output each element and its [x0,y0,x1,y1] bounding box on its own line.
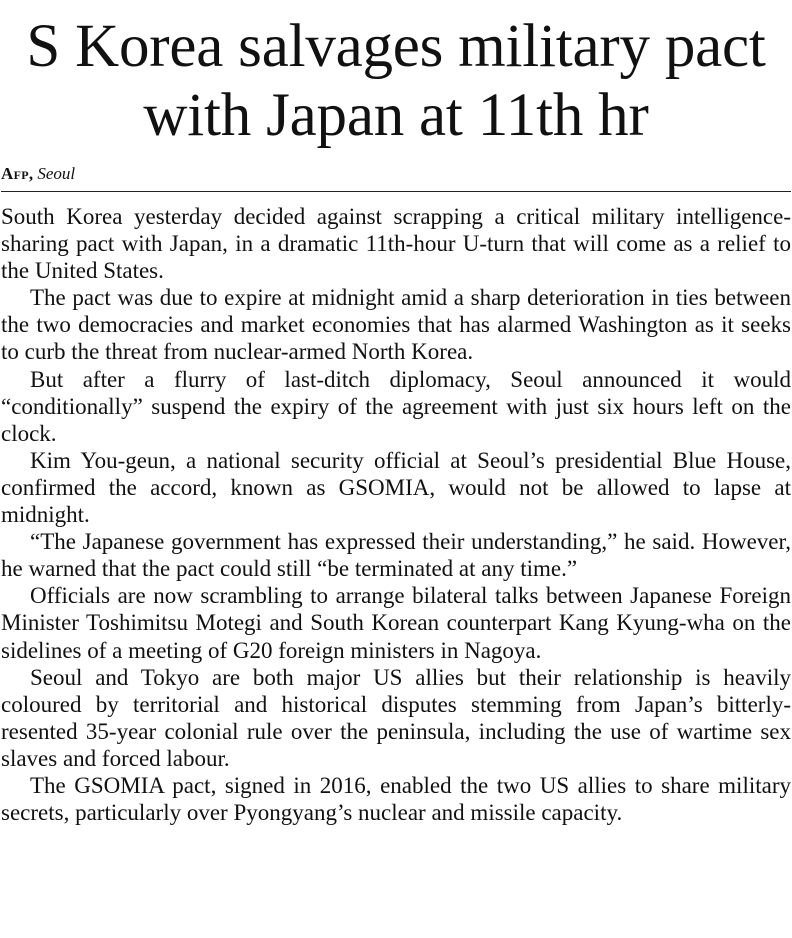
byline-divider [1,191,791,192]
news-article [0,12,792,938]
article-body [1,203,791,826]
article-paragraph: Seoul and Tokyo are both major US allies but their relationship is heavily coloured by territorial and historical disputes stemming from Japan’s bitterly-resented 35-year colonial rule over the peninsula, including the use of wartime sex slaves and forced labour. [1,664,791,771]
article-paragraph: “The Japanese government has expressed their understanding,” he said. However, he warned that the pact could still “be terminated at any time.” [1,529,791,582]
headline: S Korea salvages military pact with Japan at 11th hr [26,13,766,149]
article-paragraph: The pact was due to expire at midnight amid a sharp deterioration in ties between the two democracies and market economies that has alarmed Washington as it seeks to curb the threat from nuclear-armed North Korea. [1,285,791,365]
article-paragraph: Kim You-geun, a national security official at Seoul’s presidential Blue House, confirmed the accord, known as GSOMIA, would not be allowed to lapse at midnight. [1,447,791,528]
byline-agency: Afp [1,164,29,183]
article-paragraph: Officials are now scrambling to arrange bilateral talks between Japanese Foreign Minister Toshimitsu Motegi and South Korean counterpart Kang Kyung-wha on the sidelines of a meeting of G20 foreign ministers in Nagoya. [1,583,791,663]
byline [1,163,791,185]
article-paragraph: The GSOMIA pact, signed in 2016, enabled the two US allies to share military secrets, particularly over Pyongyang’s nuclear and missile capacity. [1,772,791,826]
byline-dateline: Seoul [37,164,76,183]
article-paragraph: South Korea yesterday decided against scrapping a critical military intelligence-sharing pact with Japan, in a dramatic 11th-hour U-turn that will come as a relief to the United States. [1,204,791,284]
article-paragraph: But after a flurry of last-ditch diplomacy, Seoul announced it would “conditionally” suspend the expiry of the agreement with just six hours left on the clock. [1,366,791,446]
byline-separator: , [28,164,34,183]
